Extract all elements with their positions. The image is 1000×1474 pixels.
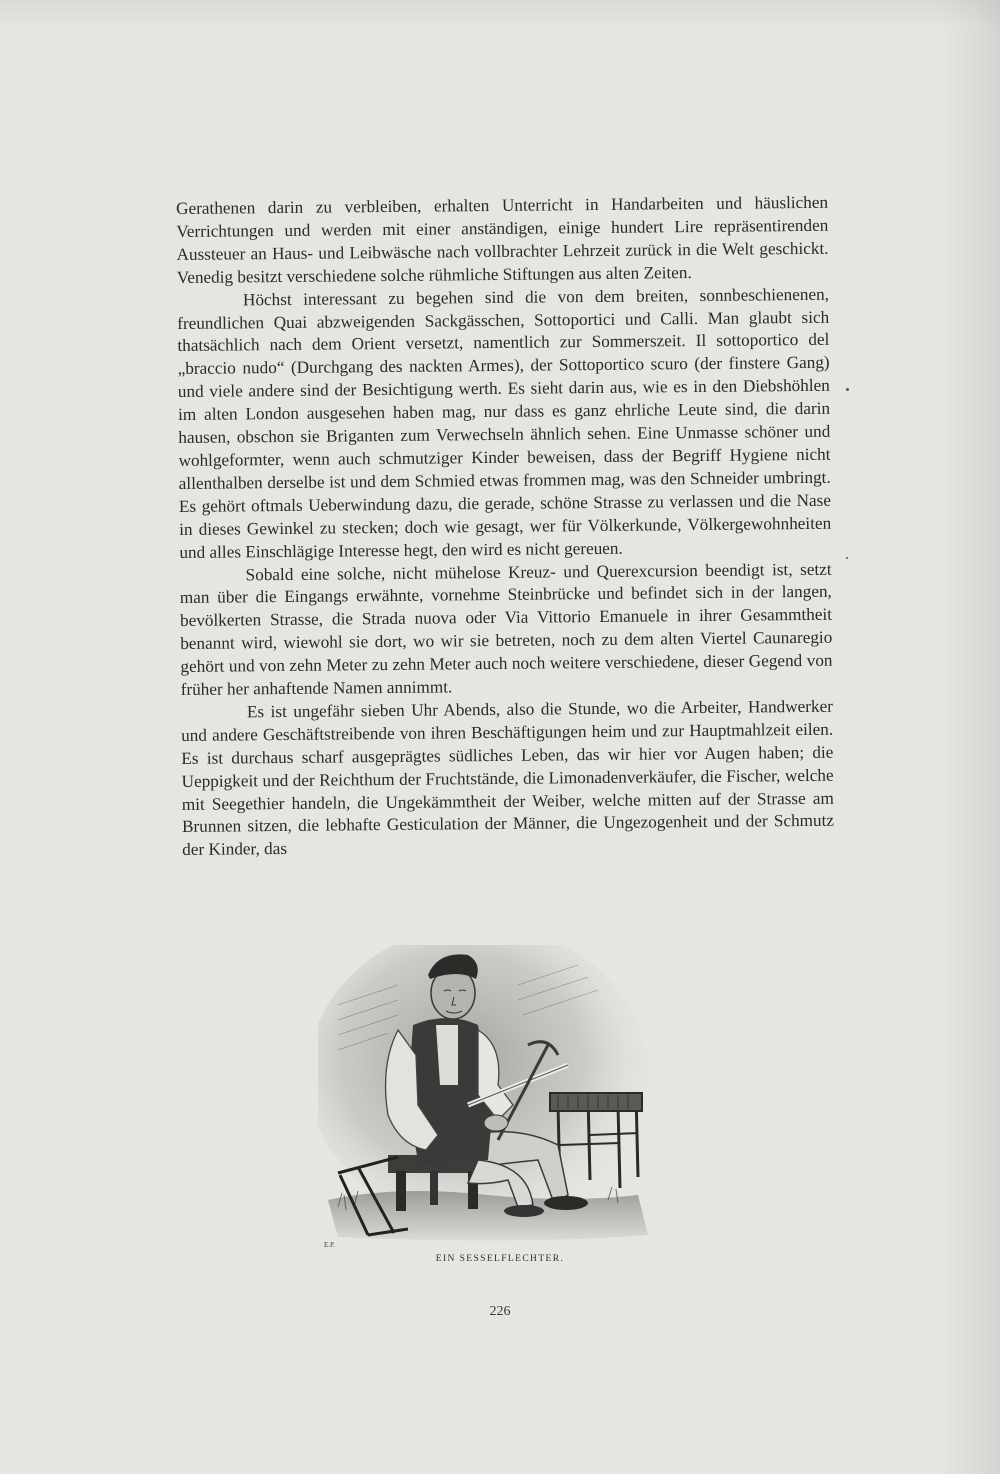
svg-text:E.P.: E.P. [324, 1241, 335, 1249]
paragraph: Es ist ungefähr sieben Uhr Abends, also die Stunde, wo die Arbeiter, Handwerker und andere Geschäftstreibende von ihren Beschäftigungen heim und zur Hauptmahlzeit eilen. Es ist durchaus scharf ausgeprägtes südliches Leben, das wir hier vor Augen haben; die Ueppigkeit und der Reichthum der Fruchtstände, die Limonadenverkäufer, die Fischer, welche mit Seegethier handeln, die Ungekämmtheit der Weiber, welche mitten auf der Strasse am Brunnen sitzen, die lebhafte Gesticulation der Männer, die Ungezogenheit und der Schmutz der Kinder, das [181, 696, 835, 860]
page-fold-shade [940, 0, 1000, 1474]
page-number: 226 [489, 1304, 511, 1319]
illustration-caption: EIN SESSELFLECHTER. [435, 1254, 565, 1264]
paragraph: Höchst interessant zu begehen sind die von dem breiten, sonnbeschienenen, freundlichen Quai abzweigenden Sackgässchen, Sottoportici und Calli. Man glaubt sich thatsächlich nach dem Orient versetzt, namentlich zur Sommerszeit. Il sottoportico del „braccio nudo“ (Durchgang des nackten Armes), der Sottoportico scuro (der finstere Gang) und viele andere sind der Besichtigung werth. Es sieht darin aus, wie es in den Diebshöhlen im alten London ausgesehen haben mag, nur dass es ganz ehrliche Leute sind, die darin hausen, obschon sie Briganten zum Verwechseln ähnlich sehen. Eine Unmasse schöner und wohlgeformter, wenn auch schmutziger Kinder beweisen, dass der Begriff Hygiene nicht allenthalben derselbe ist und dem Schmied etwas frommen mag, was den Schneider umbringt. Es gehört oftmals Ueberwindung dazu, die gerade, schöne Strasse zu verlassen und die Nase in dieses Gewinkel zu stecken; doch wie gesagt, wer für Völkerkunde, Völkergewohnheiten und alles Einschlägige Interesse hegt, den wird es nicht gereuen. [177, 284, 832, 562]
paper-speck [846, 388, 849, 391]
paragraph: Sobald eine solche, nicht mühelose Kreuz- und Querexcursion beendigt ist, setzt man über die Eingangs erwähnte, vornehme Steinbrücke und befindet sich in der langen, bevölkerten Strasse, die Strada nuova oder Via Vittorio Emanuele in ihrer Gesammtheit benannt wird, wiewohl sie dort, wo wir sie betreten, noch zu dem alten Viertel Caunaregio gehört und von zehn Meter zu zehn Meter auch noch weitere verschiedene, dieser Gegend von früher her anhaftende Namen annimmt. [179, 559, 833, 700]
body-text [176, 192, 834, 863]
paper-speck [846, 557, 848, 559]
page-edge-shade [0, 0, 1000, 30]
chair-weaver-illustration [318, 945, 654, 1257]
paragraph: Gerathenen darin zu verbleiben, erhalten Unterricht in Handarbeiten und häuslichen Verrichtungen und werden mit einer anständigen, einige hundert Lire repräsentirenden Aussteuer an Haus- und Leibwäsche nach vollbrachter Lehrzeit zurück in die Welt geschickt. Venedig besitzt verschiedene solche rühmliche Stiftungen aus alten Zeiten. [176, 192, 829, 287]
